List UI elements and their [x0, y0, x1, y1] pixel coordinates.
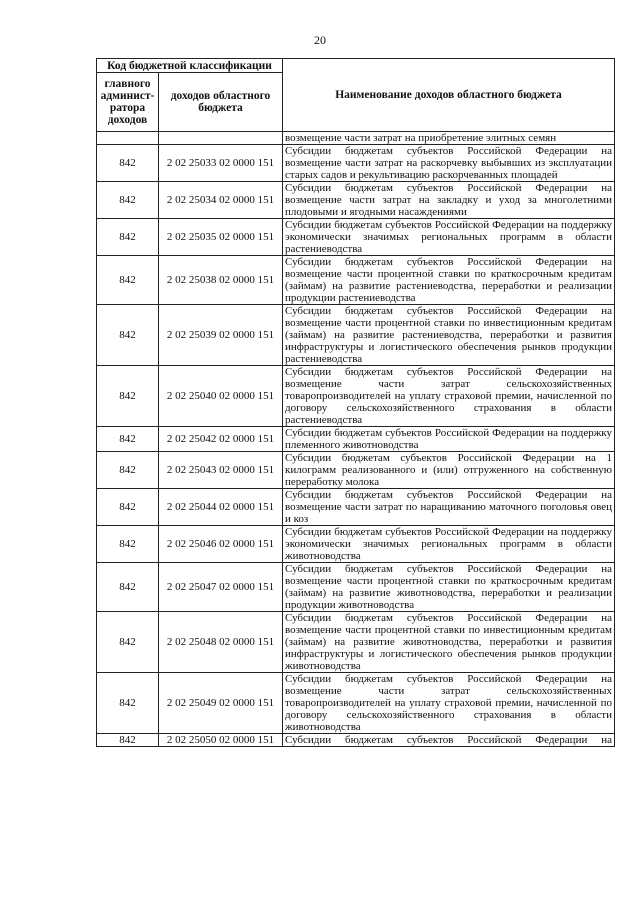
- revenue-code-cell: 2 02 25034 02 0000 151: [159, 182, 283, 219]
- revenue-code-cell: 2 02 25043 02 0000 151: [159, 452, 283, 489]
- revenue-name-cell: Субсидии бюджетам субъектов Российской Федерации на поддержку племенного животноводства: [283, 427, 615, 452]
- table-body: [97, 132, 615, 747]
- revenue-name-cell: Субсидии бюджетам субъектов Российской Федерации на возмещение части затрат на закладку и уход за многолетними плодовыми и ягодными насаждениями: [283, 182, 615, 219]
- table-row: [97, 366, 615, 427]
- revenue-name-cell: Субсидии бюджетам субъектов Российской Федерации на возмещение части затрат сельскохозяйственных товаропроизводителей на уплату страховой премии, начисленной по договору сельскохозяйственного страхования в области растениеводства: [283, 366, 615, 427]
- header-admin-code: главного админист-ратора доходов: [97, 73, 159, 132]
- admin-code-cell: 842: [97, 612, 159, 673]
- table-header: [97, 59, 615, 132]
- revenue-name-cell: Субсидии бюджетам субъектов Российской Федерации на возмещение части затрат на раскорчевку выбывших из эксплуатации старых садов и рекультивацию раскорчеванных площадей: [283, 145, 615, 182]
- table-row: [97, 526, 615, 563]
- revenue-code-cell: 2 02 25047 02 0000 151: [159, 563, 283, 612]
- page-number: 20: [314, 33, 326, 47]
- table-row: [97, 182, 615, 219]
- revenue-code-cell: 2 02 25040 02 0000 151: [159, 366, 283, 427]
- revenue-code-cell: 2 02 25048 02 0000 151: [159, 612, 283, 673]
- admin-code-cell: 842: [97, 366, 159, 427]
- admin-code-cell: 842: [97, 219, 159, 256]
- table-row: [97, 427, 615, 452]
- header-revenue-name: Наименование доходов областного бюджета: [283, 59, 615, 132]
- header-revenue-code: доходов областного бюджета: [159, 73, 283, 132]
- revenue-name-cell: Субсидии бюджетам субъектов Российской Федерации на поддержку экономически значимых региональных программ в области животноводства: [283, 526, 615, 563]
- revenue-name-cell: Субсидии бюджетам субъектов Российской Федерации на возмещение части процентной ставки по краткосрочным кредитам (займам) на развитие животноводства, переработки и реализации продукции животноводства: [283, 563, 615, 612]
- admin-code-cell: 842: [97, 256, 159, 305]
- revenue-code-cell: 2 02 25038 02 0000 151: [159, 256, 283, 305]
- revenue-name-cell: Субсидии бюджетам субъектов Российской Федерации на возмещение части процентной ставки по краткосрочным кредитам (займам) на развитие растениеводства, переработки и реализации продукции растениеводства: [283, 256, 615, 305]
- table-row: [97, 452, 615, 489]
- admin-code-cell: 842: [97, 452, 159, 489]
- empty-cell: [97, 132, 159, 145]
- revenue-name-cell: Субсидии бюджетам субъектов Российской Федерации на возмещение части затрат по наращиванию маточного поголовья овец и коз: [283, 489, 615, 526]
- revenue-code-cell: 2 02 25049 02 0000 151: [159, 673, 283, 734]
- revenue-code-cell: 2 02 25044 02 0000 151: [159, 489, 283, 526]
- budget-classification-table: [96, 58, 615, 747]
- revenue-name-cell: Субсидии бюджетам субъектов Российской Федерации на возмещение части процентной ставки по инвестиционным кредитам (займам) на развитие растениеводства, переработки и развития инфраструктуры и логистического обеспечения рынков продукции растениеводства: [283, 305, 615, 366]
- revenue-code-cell: 2 02 25042 02 0000 151: [159, 427, 283, 452]
- admin-code-cell: 842: [97, 182, 159, 219]
- table-row: [97, 219, 615, 256]
- revenue-name-cell: Субсидии бюджетам субъектов Российской Федерации на поддержку экономически значимых региональных программ в области растениеводства: [283, 219, 615, 256]
- continuation-text: возмещение части затрат на приобретение элитных семян: [283, 132, 615, 145]
- revenue-code-cell: 2 02 25050 02 0000 151: [159, 734, 283, 747]
- table-row: [97, 612, 615, 673]
- header-classification-code: Код бюджетной классификации: [97, 59, 283, 73]
- revenue-name-cell: Субсидии бюджетам субъектов Российской Федерации на: [283, 734, 615, 747]
- table-row: [97, 734, 615, 747]
- revenue-code-cell: 2 02 25039 02 0000 151: [159, 305, 283, 366]
- revenue-code-cell: 2 02 25033 02 0000 151: [159, 145, 283, 182]
- table-row: [97, 489, 615, 526]
- admin-code-cell: 842: [97, 427, 159, 452]
- revenue-code-cell: 2 02 25035 02 0000 151: [159, 219, 283, 256]
- admin-code-cell: 842: [97, 563, 159, 612]
- table-row: [97, 145, 615, 182]
- revenue-name-cell: Субсидии бюджетам субъектов Российской Федерации на возмещение части процентной ставки по инвестиционным кредитам (займам) на развитие животноводства, переработки и развития инфраструктуры и логистического обеспечения рынков продукции животноводства: [283, 612, 615, 673]
- admin-code-cell: 842: [97, 734, 159, 747]
- table-row: [97, 563, 615, 612]
- table-row: [97, 256, 615, 305]
- revenue-name-cell: Субсидии бюджетам субъектов Российской Федерации на возмещение части затрат сельскохозяйственных товаропроизводителей на уплату страховой премии, начисленной по договору сельскохозяйственного страхования в области животноводства: [283, 673, 615, 734]
- revenue-code-cell: 2 02 25046 02 0000 151: [159, 526, 283, 563]
- admin-code-cell: 842: [97, 673, 159, 734]
- empty-cell: [159, 132, 283, 145]
- revenue-name-cell: Субсидии бюджетам субъектов Российской Федерации на 1 килограмм реализованного и (или) отгруженного на собственную переработку молока: [283, 452, 615, 489]
- admin-code-cell: 842: [97, 526, 159, 563]
- table-row-continuation: [97, 132, 615, 145]
- admin-code-cell: 842: [97, 489, 159, 526]
- admin-code-cell: 842: [97, 145, 159, 182]
- table-row: [97, 305, 615, 366]
- table-row: [97, 673, 615, 734]
- admin-code-cell: 842: [97, 305, 159, 366]
